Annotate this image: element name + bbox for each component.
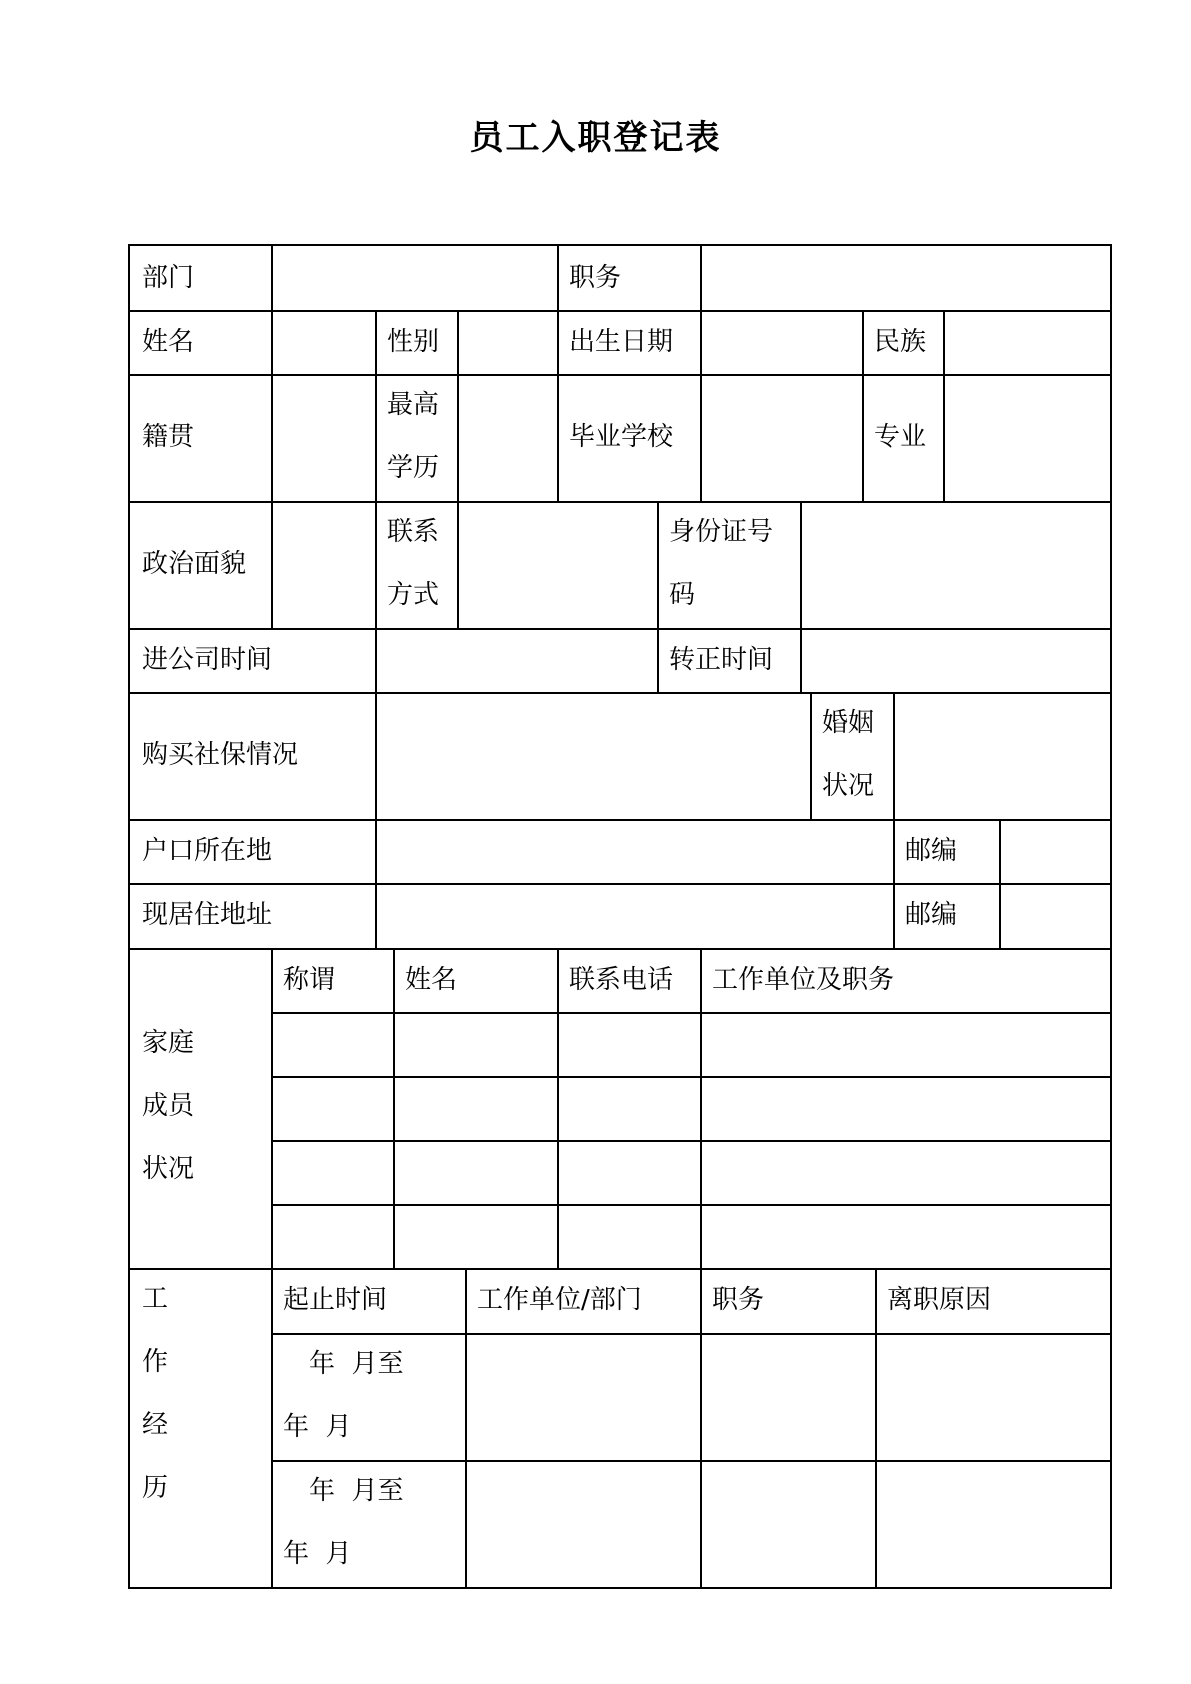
family-label-line2: 成员 xyxy=(142,1091,195,1121)
contact-label-line1: 联系 xyxy=(387,517,440,547)
work-period-2[interactable] xyxy=(271,1460,404,1586)
major-field[interactable] xyxy=(945,374,1110,501)
social-insurance-label: 购买社保情况 xyxy=(142,740,299,770)
family-label-line3: 状况 xyxy=(142,1154,195,1184)
marital-label-line1: 婚姻 xyxy=(822,708,875,738)
education-field[interactable] xyxy=(459,374,557,501)
id-number-label xyxy=(657,501,773,627)
join-date-field[interactable] xyxy=(377,628,657,692)
work-label-char: 历 xyxy=(142,1473,169,1503)
postcode-label: 邮编 xyxy=(905,836,958,866)
gender-field[interactable] xyxy=(459,310,557,374)
family-section-label xyxy=(130,1012,194,1201)
family-header-relation: 称谓 xyxy=(283,965,336,995)
work-label-char: 工 xyxy=(142,1284,169,1314)
current-address-field[interactable] xyxy=(377,883,893,948)
postcode-field[interactable] xyxy=(1001,819,1110,883)
native-place-label: 籍贯 xyxy=(142,422,195,452)
family-header-name: 姓名 xyxy=(405,965,458,995)
native-place-field[interactable] xyxy=(273,374,375,501)
work-label-char: 作 xyxy=(142,1347,169,1377)
political-status-field[interactable] xyxy=(273,501,375,628)
id-number-label-line1: 身份证号 xyxy=(669,517,774,547)
name-label: 姓名 xyxy=(142,327,195,357)
id-number-field[interactable] xyxy=(802,501,1110,628)
regular-date-field[interactable] xyxy=(802,628,1110,692)
school-label: 毕业学校 xyxy=(569,422,674,452)
education-label-line1: 最高 xyxy=(387,390,440,420)
education-label-line2: 学历 xyxy=(387,453,440,483)
work-period-end: 年 月 xyxy=(283,1412,352,1442)
birth-date-label: 出生日期 xyxy=(569,327,674,357)
marital-label xyxy=(810,692,874,818)
department-label: 部门 xyxy=(142,263,195,293)
family-header-phone: 联系电话 xyxy=(569,965,674,995)
page-title: 员工入职登记表 xyxy=(469,118,722,158)
major-label: 专业 xyxy=(874,422,927,452)
social-insurance-field[interactable] xyxy=(377,692,810,819)
gender-label: 性别 xyxy=(387,327,440,357)
education-label xyxy=(375,374,439,500)
work-period-start: 年 月至 xyxy=(309,1476,404,1506)
work-header-employer: 工作单位/部门 xyxy=(477,1285,642,1315)
join-date-label: 进公司时间 xyxy=(142,645,273,675)
contact-field[interactable] xyxy=(459,501,657,628)
postcode-field[interactable] xyxy=(1001,883,1110,948)
work-row-1-fields[interactable] xyxy=(467,1333,1110,1460)
position-label: 职务 xyxy=(569,263,622,293)
family-row-4[interactable] xyxy=(273,1204,1110,1268)
registered-address-field[interactable] xyxy=(377,819,893,883)
registered-address-label: 户口所在地 xyxy=(142,836,273,866)
work-period-start: 年 月至 xyxy=(309,1349,404,1379)
work-header-period: 起止时间 xyxy=(283,1285,388,1315)
family-row-1[interactable] xyxy=(273,1012,1110,1076)
family-row-2[interactable] xyxy=(273,1076,1110,1140)
regular-date-label: 转正时间 xyxy=(669,645,774,675)
birth-date-field[interactable] xyxy=(702,310,862,374)
name-field[interactable] xyxy=(273,310,375,374)
postcode-label: 邮编 xyxy=(905,900,958,930)
work-section-label xyxy=(130,1268,168,1520)
work-row-2-fields[interactable] xyxy=(467,1460,1110,1587)
family-header-employer: 工作单位及职务 xyxy=(712,965,895,995)
employee-registration-form xyxy=(128,244,1112,1589)
id-number-label-line2: 码 xyxy=(669,580,696,610)
marital-field[interactable] xyxy=(895,692,1110,819)
family-row-3[interactable] xyxy=(273,1140,1110,1204)
ethnicity-field[interactable] xyxy=(945,310,1110,374)
contact-label xyxy=(375,501,439,627)
work-period-end: 年 月 xyxy=(283,1539,352,1569)
work-header-leave-reason: 离职原因 xyxy=(887,1285,992,1315)
marital-label-line2: 状况 xyxy=(822,771,875,801)
work-label-char: 经 xyxy=(142,1410,169,1440)
work-header-position: 职务 xyxy=(712,1285,765,1315)
family-label-line1: 家庭 xyxy=(142,1028,195,1058)
current-address-label: 现居住地址 xyxy=(142,900,273,930)
ethnicity-label: 民族 xyxy=(874,327,927,357)
position-field[interactable] xyxy=(702,246,1110,310)
contact-label-line2: 方式 xyxy=(387,580,440,610)
school-field[interactable] xyxy=(702,374,862,501)
work-period-1[interactable] xyxy=(271,1333,404,1459)
department-field[interactable] xyxy=(273,246,557,310)
political-status-label: 政治面貌 xyxy=(142,549,247,579)
